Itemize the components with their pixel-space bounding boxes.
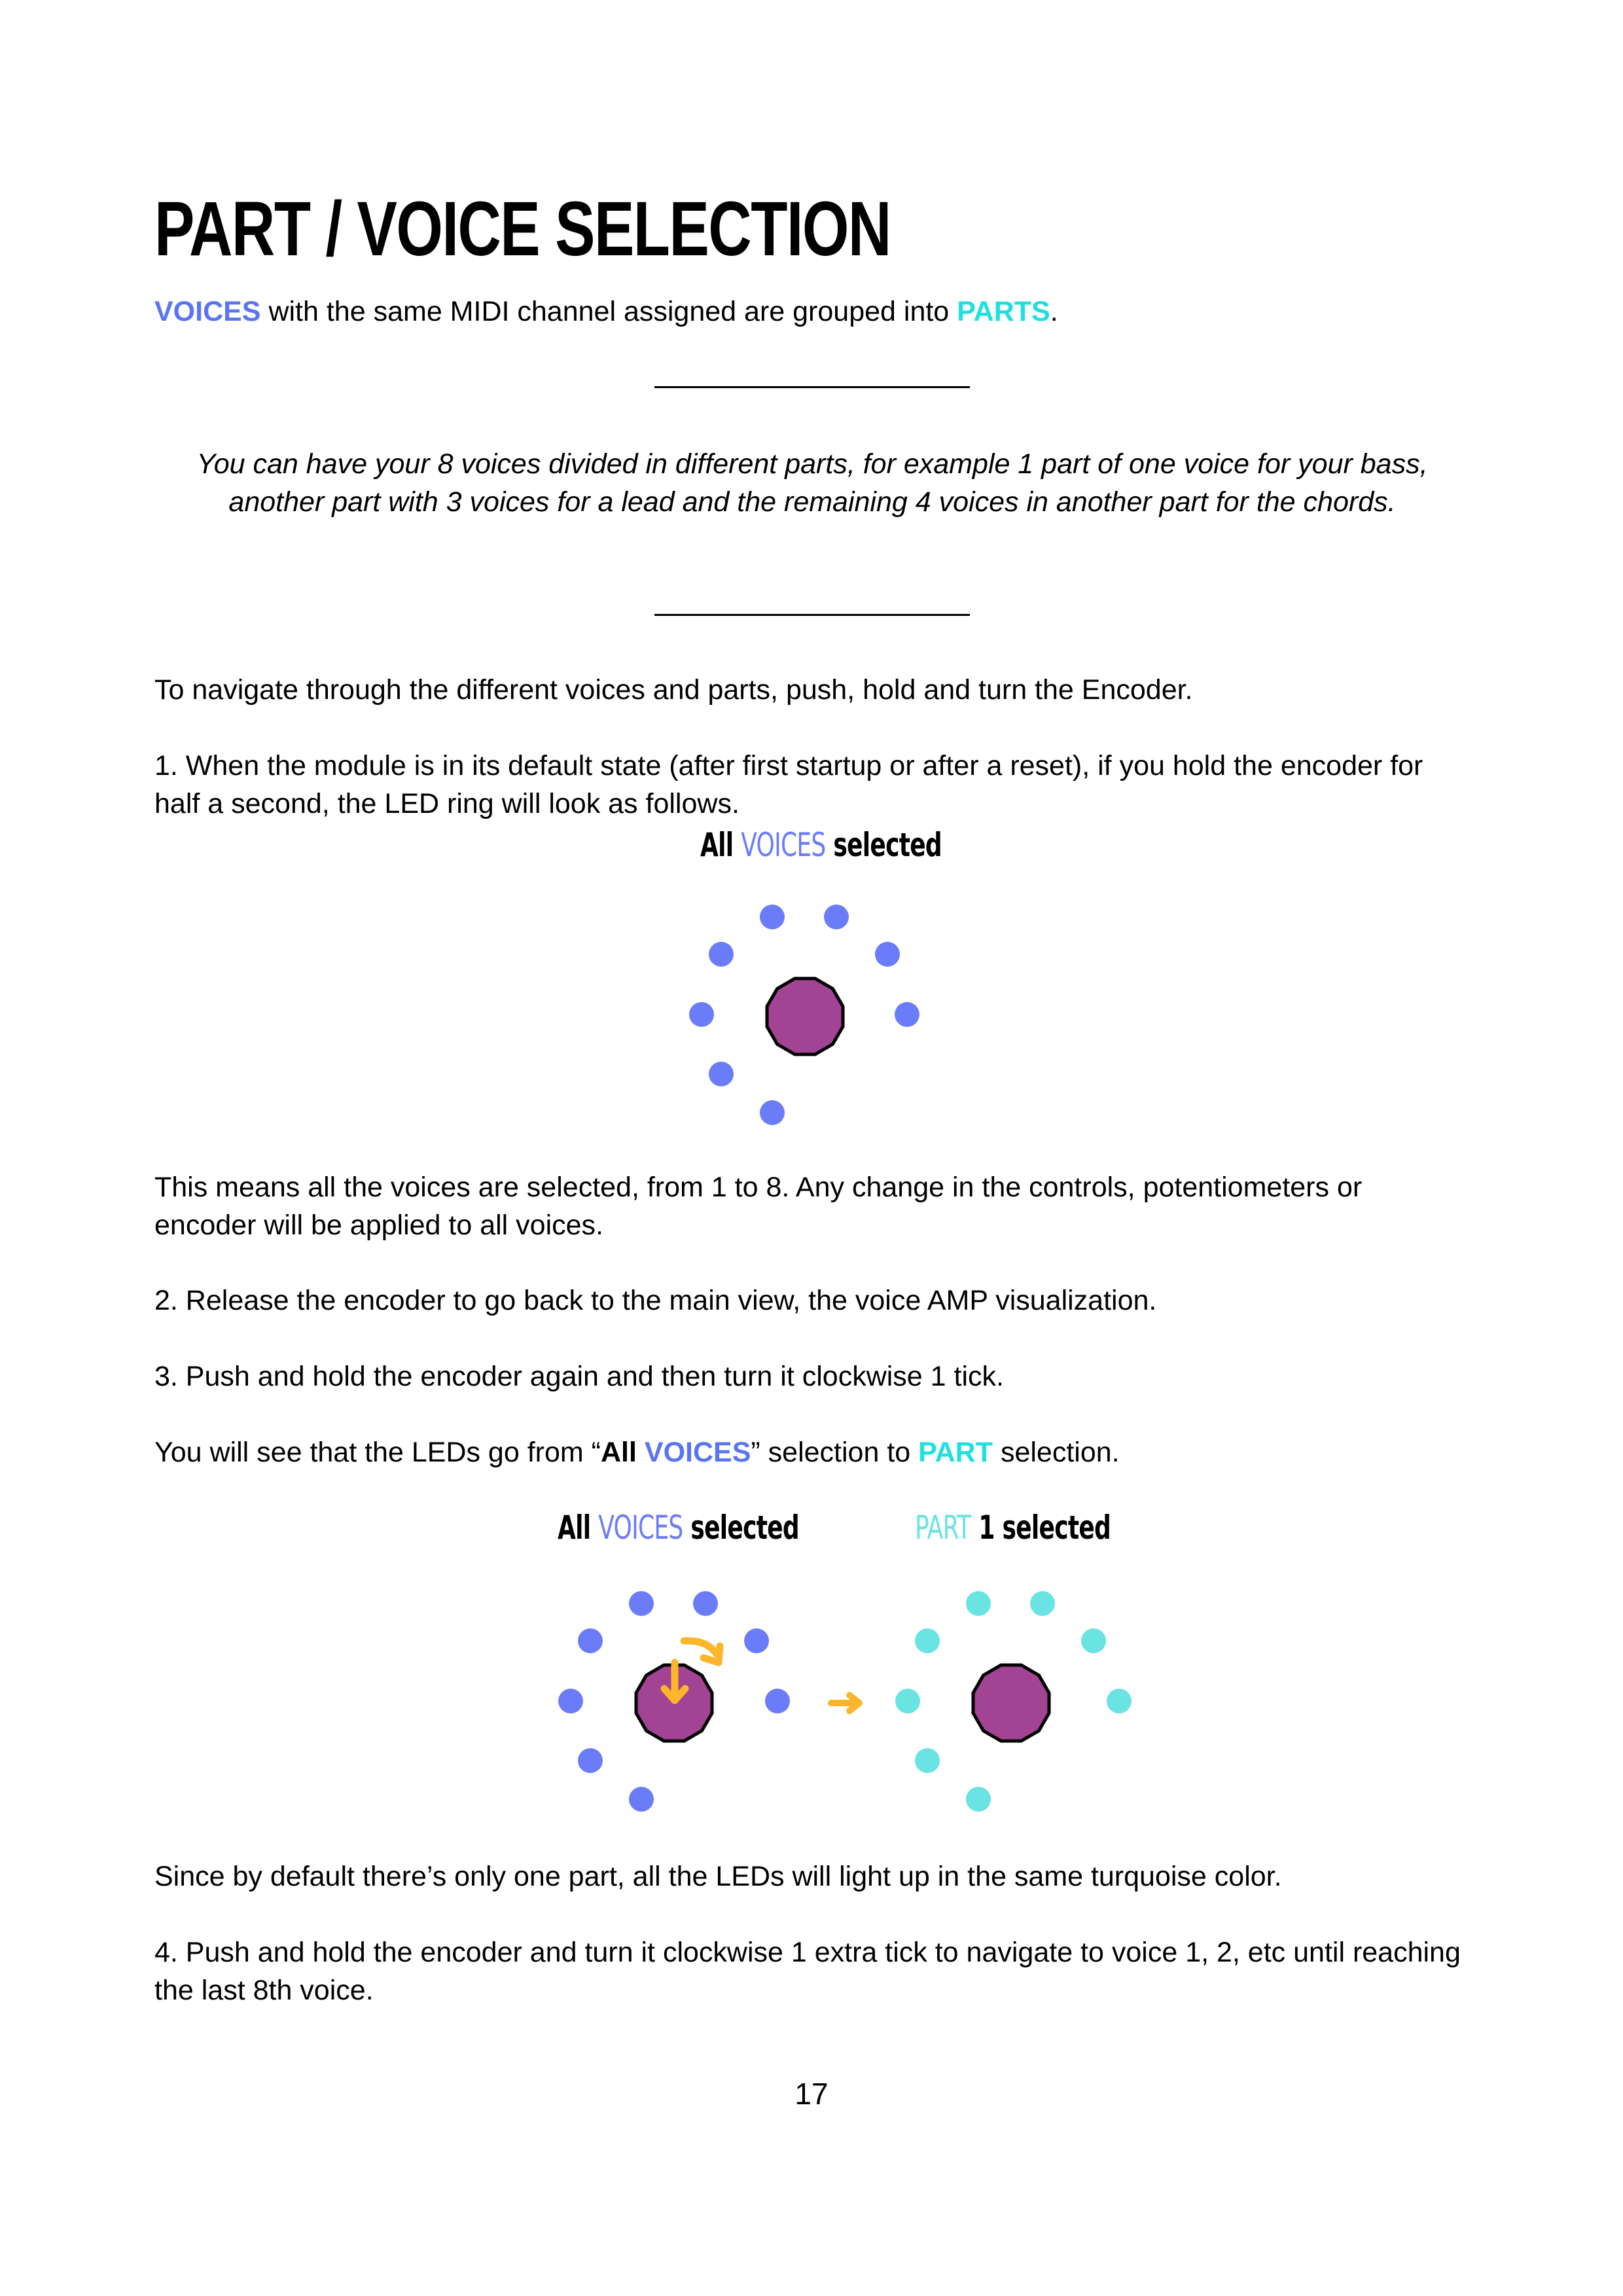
led-dot-icon	[966, 1591, 991, 1616]
caption-voices: VOICES	[741, 826, 826, 864]
led-dot-icon	[765, 1689, 790, 1713]
led-dot-icon	[709, 942, 734, 967]
caption-all: All	[700, 826, 741, 864]
led-dot-icon	[915, 1628, 940, 1653]
caption-all: All	[558, 1509, 599, 1547]
leds-voices: VOICES	[644, 1437, 751, 1468]
led-dot-icon	[760, 905, 785, 929]
led-dot-icon	[966, 1787, 991, 1812]
caption-selected: selected	[683, 1509, 799, 1547]
led-dot-icon	[629, 1591, 654, 1616]
voices-keyword: VOICES	[154, 296, 261, 327]
led-dot-icon	[629, 1787, 654, 1812]
leds-text-b: ” selection to	[751, 1437, 919, 1468]
caption-part: PART	[915, 1509, 971, 1547]
caption-selected: selected	[825, 826, 942, 864]
led-dot-icon	[895, 1002, 919, 1027]
led-dot-icon	[744, 1628, 769, 1653]
encoder-knob-icon	[973, 1665, 1049, 1741]
right-arrow-icon	[831, 1695, 859, 1711]
parts-keyword: PARTS	[957, 296, 1050, 327]
turn-clockwise-arrow-icon	[684, 1641, 720, 1662]
led-dot-icon	[895, 1689, 920, 1713]
caption-voices: VOICES	[598, 1509, 683, 1547]
led-dot-icon	[558, 1689, 583, 1713]
page-title: PART / VOICE SELECTION	[154, 186, 891, 272]
leds-text-c: selection.	[993, 1437, 1120, 1468]
intro-end: .	[1050, 296, 1058, 327]
led-dot-icon	[689, 1002, 714, 1027]
leds-all: All	[600, 1437, 637, 1468]
since-paragraph: Since by default there’s only one part, all the LEDs will light up in the same turquoise color.	[154, 1861, 1282, 1892]
led-dot-icon	[578, 1748, 603, 1773]
caption-part-rest: 1 selected	[971, 1509, 1111, 1547]
led-dot-icon	[693, 1591, 718, 1616]
led-dot-icon	[824, 905, 849, 929]
led-dot-icon	[709, 1062, 734, 1086]
led-dot-icon	[915, 1748, 940, 1773]
leds-part: PART	[918, 1437, 993, 1468]
example-quote: You can have your 8 voices divided in different parts, for example 1 part of one voice for your bass, another part with 3 voices for a lead and the remaining 4 voices in another part for the chords.	[196, 448, 1428, 518]
led-dot-icon	[1107, 1689, 1132, 1713]
intro-text: with the same MIDI channel assigned are grouped into	[260, 296, 957, 327]
navigate-paragraph: To navigate through the different voices and parts, push, hold and turn the Encoder.	[154, 674, 1193, 706]
led-dot-icon	[1081, 1628, 1106, 1653]
encoder-knob-icon	[767, 978, 843, 1054]
means-paragraph: This means all the voices are selected, from 1 to 8. Any change in the controls, potentiometers or encoder will be applied to all voices.	[154, 1172, 1363, 1241]
step-3-paragraph: 3. Push and hold the encoder again and then turn it clockwise 1 tick.	[154, 1361, 1004, 1392]
led-dot-icon	[875, 942, 900, 967]
step-1-paragraph: 1. When the module is in its default state (after first startup or after a reset), if you hold the encoder for half a second, the LED ring will look as follows.	[154, 750, 1423, 819]
leds-text-a: You will see that the LEDs go from “	[154, 1437, 601, 1468]
figure-2-right-caption	[915, 1509, 1111, 1547]
leds-paragraph	[154, 1433, 1470, 1471]
led-dot-icon	[578, 1628, 603, 1653]
figure-2-left-caption	[558, 1509, 799, 1547]
step-4-paragraph: 4. Push and hold the encoder and turn it clockwise 1 extra tick to navigate to voice 1, 2, etc until reaching the last 8th voice.	[154, 1937, 1461, 2006]
led-dot-icon	[760, 1100, 785, 1125]
step-2-paragraph: 2. Release the encoder to go back to the main view, the voice AMP visualization.	[154, 1285, 1157, 1316]
page-number: 17	[794, 2077, 829, 2111]
led-dot-icon	[1030, 1591, 1055, 1616]
